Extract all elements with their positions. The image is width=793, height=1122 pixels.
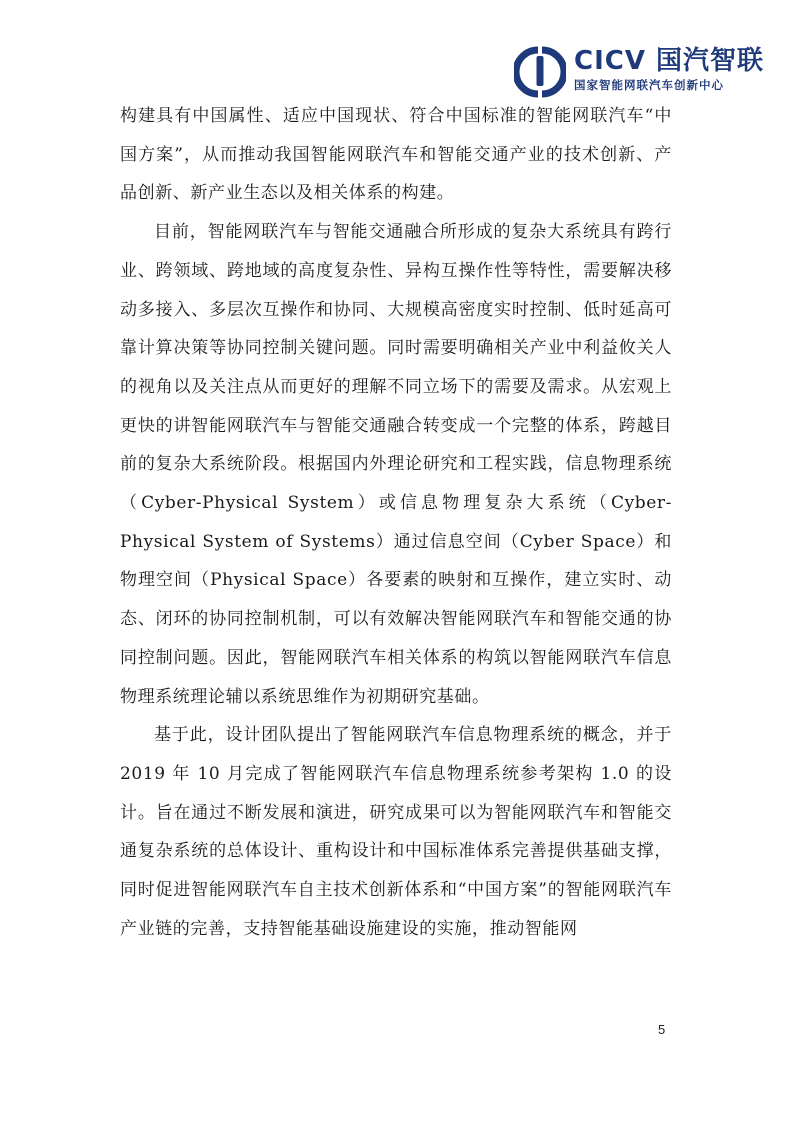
paragraph: 基于此，设计团队提出了智能网联汽车信息物理系统的概念，并于 2019 年 10 月完成了智能网联汽车信息物理系统参考架构 1.0 的设计。旨在通过不断发展和演进，研究成果可以为智能网联汽车和智能交通复杂系统的总体设计、重构设计和中国标准体系完善提供基础支撑，同时促进智能网联汽车自主技术创新体系和“中国方案”的智能网联汽车产业链的完善，支持智能基础设施建设的实施，推动智能网 [120,725,672,939]
paragraph: 目前，智能网联汽车与智能交通融合所形成的复杂大系统具有跨行业、跨领域、跨地域的高度复杂性、异构互操作性等特性，需要解决移动多接入、多层次互操作和协同、大规模高密度实时控制、低时延高可靠计算决策等协同控制关键问题。同时需要明确相关产业中利益攸关人的视角以及关注点从而更好的理解不同立场下的需要及需求。从宏观上更快的讲智能网联汽车与智能交通融合转变成一个完整的体系，跨越目前的复杂大系统阶段。根据国内外理论研究和工程实践，信息物理系统（Cyber-Physical System）或信息物理复杂大系统（Cyber-Physical System of Systems）通过信息空间（Cyber Space）和物理空间（Physical Space）各要素的映射和互操作，建立实时、动态、闭环的协同控制机制，可以有效解决智能网联汽车和智能交通的协同控制问题。因此，智能网联汽车相关体系的构筑以智能网联汽车信息物理系统理论辅以系统思维作为初期研究基础。 [120,222,672,707]
cicv-logo-icon [514,46,566,98]
logo-title: CICV 国汽智联 [574,46,765,76]
logo-subtitle: 国家智能网联汽车创新中心 [574,78,724,92]
header-logo [514,44,765,100]
body-text [120,97,672,948]
page-number: 5 [658,1022,666,1037]
paragraph-continuation: 构建具有中国属性、适应中国现状、符合中国标准的智能网联汽车“中国方案”，从而推动我国智能网联汽车和智能交通产业的技术创新、产品创新、新产业生态以及相关体系的构建。 [120,106,672,204]
